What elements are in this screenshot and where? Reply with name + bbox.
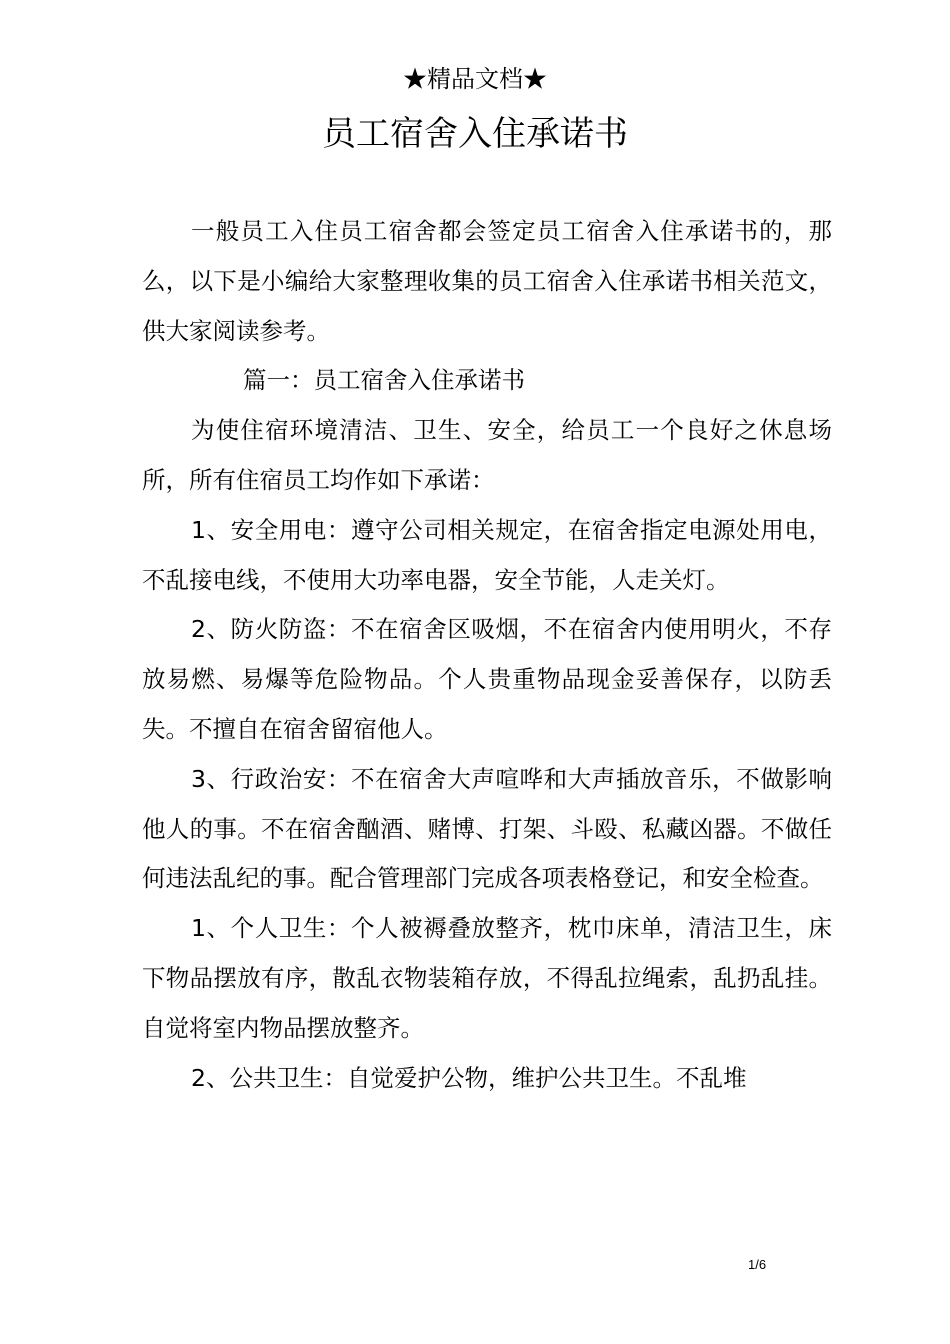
electricity-safety-paragraph: 1、安全用电：遵守公司相关规定，在宿舍指定电源处用电，不乱接电线，不使用大功率电器，安全节能，人走关灯。 [142, 515, 832, 594]
intro-paragraph: 一般员工入住员工宿舍都会签定员工宿舍入住承诺书的，那么，以下是小编给大家整理收集的员工宿舍入住承诺书相关范文，供大家阅读参考。 [142, 217, 832, 345]
fire-theft-prevention-paragraph: 2、防火防盗：不在宿舍区吸烟，不在宿舍内使用明火，不存放易燃、易爆等危险物品。个人贵重物品现金妥善保存，以防丢失。不擅自在宿舍留宿他人。 [142, 615, 832, 743]
section-heading: 篇一：员工宿舍入住承诺书 [243, 366, 525, 395]
document-body [142, 207, 832, 1103]
document-title: 员工宿舍入住承诺书 [322, 114, 628, 154]
commitment-intro-paragraph: 为使住宿环境清洁、卫生、安全，给员工一个良好之休息场所，所有住宿员工均作如下承诺： [142, 416, 832, 494]
page-number: 1/6 [748, 1257, 767, 1272]
public-order-paragraph: 3、行政治安：不在宿舍大声喧哗和大声插放音乐，不做影响他人的事。不在宿舍酗酒、赌博、打架、斗殴、私藏凶器。不做任何违法乱纪的事。配合管理部门完成各项表格登记，和安全检查。 [142, 764, 832, 893]
header-mark: ★精品文档★ [403, 65, 547, 93]
personal-hygiene-paragraph: 1、个人卫生：个人被褥叠放整齐，枕巾床单，清洁卫生，床下物品摆放有序，散乱衣物装箱存放，不得乱拉绳索，乱扔乱挂。自觉将室内物品摆放整齐。 [142, 914, 832, 1042]
public-hygiene-paragraph: 2、公共卫生：自觉爱护公物，维护公共卫生。不乱堆 [191, 1063, 747, 1092]
